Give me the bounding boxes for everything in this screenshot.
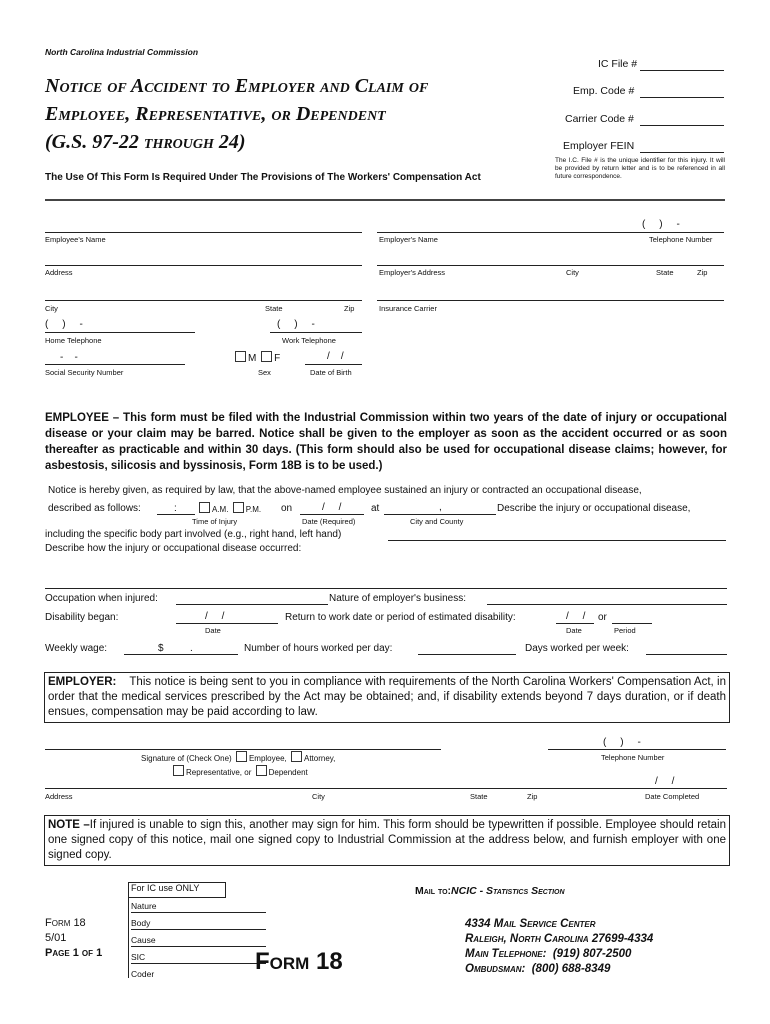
sig-phone-field[interactable] — [548, 749, 726, 750]
time-of-injury-field[interactable] — [157, 514, 195, 515]
wage-decimal-point: . — [190, 643, 193, 654]
business-nature-field[interactable] — [487, 604, 727, 605]
sex-female-checkbox[interactable] — [261, 351, 272, 362]
employee-address-label: Address — [45, 268, 73, 277]
mail-to-line — [415, 885, 565, 897]
employer-notice-box — [44, 672, 730, 723]
sig-state-label: State — [470, 792, 488, 801]
business-nature-label: Nature of employer's business: — [329, 593, 466, 604]
ic-cause-label: Cause — [131, 935, 156, 945]
form-version: 5/01 — [45, 932, 67, 944]
date-completed-mask: / / — [655, 776, 675, 787]
ssn-field[interactable] — [45, 364, 185, 365]
ombudsman-label: Ombudsman: — [465, 963, 526, 975]
ic-use-items — [131, 900, 266, 980]
mailing-address — [465, 917, 653, 977]
pm-label: P.M. — [245, 505, 262, 514]
time-of-injury-label: Time of Injury — [192, 517, 238, 526]
main-telephone-number: (919) 807-2500 — [552, 948, 632, 960]
title-line-2: Employee, Representative, or Dependent — [45, 103, 386, 125]
sig-representative-label: Representative, or — [186, 768, 252, 777]
employee-state-label: State — [265, 304, 283, 313]
notice-given-text: Notice is hereby given, as required by law, that the above-named employee sustained an injury or contracted an occupational disease, — [48, 485, 642, 496]
main-telephone-label: Main Telephone: — [465, 948, 547, 960]
employee-name-label: Employee's Name — [45, 235, 106, 244]
employer-address-label: Employer's Address — [379, 268, 446, 277]
emp-code-label: Emp. Code # — [573, 85, 635, 97]
disability-date-mask: / / — [205, 611, 225, 622]
sig-city-label: City — [312, 792, 325, 801]
signature-of-label: Signature of (Check One) — [141, 754, 232, 763]
ic-coder-field[interactable] — [131, 968, 266, 980]
how-occurred-field[interactable] — [45, 588, 727, 589]
period-label: Period — [614, 626, 636, 635]
address-line-1: 4334 Mail Service Center — [465, 918, 596, 930]
or-label: or — [598, 612, 607, 623]
ssn-mask: - - — [60, 352, 78, 363]
employer-state-label: State — [656, 268, 674, 277]
disability-date-field[interactable] — [176, 623, 278, 624]
employer-zip-label: Zip — [697, 268, 708, 277]
note-label: NOTE – — [48, 819, 90, 831]
sig-phone-mask: ( ) - — [603, 737, 641, 748]
ic-nature-field[interactable] — [131, 900, 266, 913]
mail-to-label: Mail to: — [415, 885, 452, 897]
signature-field[interactable] — [45, 749, 441, 750]
disability-date-label: Date — [205, 626, 221, 635]
city-county-field[interactable] — [384, 514, 496, 515]
ic-use-label: For IC use ONLY — [131, 883, 200, 893]
sig-dependent-label: Dependent — [268, 768, 308, 777]
employee-city-field[interactable] — [45, 300, 362, 301]
describe-injury-label: Describe the injury or occupational disease, — [497, 503, 691, 514]
ic-cause-field[interactable] — [131, 934, 266, 947]
ombudsman — [465, 962, 653, 977]
sig-employee-label: Employee, — [248, 754, 287, 763]
hours-per-day-field[interactable] — [418, 654, 516, 655]
date-required-label: Date (Required) — [302, 517, 356, 526]
on-label: on — [281, 503, 293, 514]
insurance-carrier-label: Insurance Carrier — [379, 304, 437, 313]
ic-sic-label: SIC — [131, 952, 146, 962]
am-label: A.M. — [212, 505, 229, 514]
ic-nature-label: Nature — [131, 901, 157, 911]
agency-name: North Carolina Industrial Commission — [45, 47, 199, 57]
sig-attorney-checkbox[interactable] — [291, 751, 302, 762]
insurance-carrier-field[interactable] — [377, 300, 724, 301]
emp-code-field[interactable] — [640, 85, 724, 98]
sex-female-label: F — [274, 353, 281, 364]
am-checkbox[interactable] — [199, 502, 210, 513]
employee-city-label: City — [45, 304, 58, 313]
note-box — [44, 815, 730, 866]
employee-notice: EMPLOYEE – This form must be filed with the Industrial Commission within two years of the date of injury or occupational disease or your claim may be barred. Notice shall be given to the employer as soon as the accident occurred or as soon thereafter as practicable and within 30 days. (This form should also be used for occupational disease claims; however, for asbestosis, silicosis and byssinosis, Form 18B is to be used.) — [45, 412, 727, 472]
work-phone-mask: ( ) - — [277, 319, 315, 330]
ampm-options — [197, 502, 261, 514]
employer-city-label: City — [566, 268, 579, 277]
body-part-label: including the specific body part involved (e.g., right hand, left hand) — [45, 529, 342, 540]
employer-fein-field[interactable] — [640, 140, 724, 153]
carrier-code-field[interactable] — [640, 113, 724, 126]
days-per-week-field[interactable] — [646, 654, 727, 655]
ic-use-right-border — [225, 882, 226, 897]
how-occurred-label: Describe how the injury or occupational disease occurred: — [45, 543, 302, 554]
return-date-label: Date — [566, 626, 582, 635]
days-per-week-label: Days worked per week: — [525, 643, 629, 654]
ic-file-label: IC File # — [598, 58, 638, 70]
sig-employee-checkbox[interactable] — [236, 751, 247, 762]
title-line-1: Notice of Accident to Employer and Claim of — [45, 75, 429, 97]
sig-zip-label: Zip — [527, 792, 538, 801]
note-text: If injured is unable to sign this, another may sign for him. This form should be typewritten if possible. Employee should retain one signed copy of this notice, mail one signed copy to Industrial Commission at the address below, and furnish employer with one signed copy. — [48, 819, 726, 861]
return-date-mask: / / — [566, 611, 586, 622]
sig-representative-checkbox[interactable] — [173, 765, 184, 776]
weekly-wage-label: Weekly wage: — [45, 643, 108, 654]
form-title — [45, 72, 428, 156]
dob-label: Date of Birth — [310, 368, 352, 377]
title-line-3: (G.S. 97-22 through 24) — [45, 131, 246, 153]
ic-use-left-border — [128, 882, 129, 978]
described-as-label: described as follows: — [48, 503, 141, 514]
wage-dollar-sign: $ — [158, 643, 164, 654]
ic-body-field[interactable] — [131, 917, 266, 930]
employee-name-field[interactable] — [45, 232, 362, 233]
sig-address-label: Address — [45, 792, 73, 801]
page-number: Page 1 of 1 — [45, 947, 103, 959]
employer-name-field[interactable] — [377, 232, 724, 233]
return-to-work-label: Return to work date or period of estimated disability: — [285, 612, 516, 623]
sex-male-checkbox[interactable] — [235, 351, 246, 362]
occupation-field[interactable] — [176, 604, 328, 605]
employer-notice-text: This notice is being sent to you in compliance with requirements of the North Carolina Workers' Compensation Act, in order that the medical services prescribed by the Act may be obtained; and, if disability extends beyond 7 days duration, or if death ensues, compensation may be paid according to law. — [48, 676, 726, 718]
employer-phone-label: Telephone Number — [649, 235, 713, 244]
ic-sic-field[interactable] — [131, 951, 266, 964]
dob-field[interactable] — [305, 364, 362, 365]
return-date-field[interactable] — [556, 623, 594, 624]
city-county-label: City and County — [410, 517, 464, 526]
weekly-wage-field[interactable] — [124, 654, 238, 655]
sex-label: Sex — [258, 368, 271, 377]
employer-notice-label: EMPLOYER: — [48, 676, 117, 688]
ic-file-note: The I.C. File # is the unique identifier for this injury. It will be provided by return letter and is to be referenced in all future correspondence. — [555, 157, 725, 180]
employer-name-label: Employer's Name — [379, 235, 438, 244]
sig-attorney-label: Attorney, — [303, 754, 336, 763]
employee-address-field[interactable] — [45, 265, 362, 266]
form-info — [45, 916, 102, 961]
at-label: at — [371, 503, 380, 514]
injury-date-mask: / / — [322, 502, 342, 513]
home-phone-mask: ( ) - — [45, 319, 83, 330]
ssn-label: Social Security Number — [45, 368, 124, 377]
sig-address-field[interactable] — [45, 788, 727, 789]
sex-options — [233, 351, 280, 364]
main-telephone — [465, 947, 653, 962]
disability-began-label: Disability began: — [45, 612, 119, 623]
header-divider — [45, 199, 725, 201]
employer-address-field[interactable] — [377, 265, 724, 266]
sex-male-label: M — [248, 353, 257, 364]
home-phone-label: Home Telephone — [45, 336, 102, 345]
body-part-field[interactable] — [388, 540, 726, 541]
hours-per-day-label: Number of hours worked per day: — [244, 643, 393, 654]
employer-fein-label: Employer FEIN — [563, 140, 635, 152]
injury-date-field[interactable] — [300, 514, 364, 515]
ic-coder-label: Coder — [131, 969, 155, 979]
occupation-label: Occupation when injured: — [45, 593, 158, 604]
employer-phone-mask: ( ) - — [642, 219, 680, 230]
dob-mask: / / — [327, 351, 344, 362]
city-county-comma: , — [439, 502, 442, 513]
pm-checkbox[interactable] — [233, 502, 244, 513]
big-form-number: Form 18 — [255, 948, 343, 975]
ombudsman-number: (800) 688-8349 — [531, 963, 611, 975]
carrier-code-label: Carrier Code # — [565, 113, 634, 125]
sig-phone-label: Telephone Number — [601, 753, 665, 762]
address-line-2: Raleigh, North Carolina 27699-4334 — [465, 933, 654, 945]
ic-file-field[interactable] — [640, 58, 724, 71]
work-phone-label: Work Telephone — [282, 336, 336, 345]
sig-dependent-checkbox[interactable] — [256, 765, 267, 776]
form-number: Form 18 — [45, 917, 86, 929]
home-phone-field[interactable] — [45, 332, 195, 333]
form-subtitle: The Use Of This Form Is Required Under The Provisions of The Workers' Compensation Act — [45, 172, 481, 183]
ncic-section: NCIC - Statistics Section — [451, 885, 565, 897]
period-field[interactable] — [612, 623, 652, 624]
work-phone-field[interactable] — [270, 332, 362, 333]
ic-body-label: Body — [131, 918, 151, 928]
time-colon: : — [174, 503, 177, 514]
signature-check-options — [141, 751, 335, 779]
date-completed-label: Date Completed — [645, 792, 700, 801]
employee-zip-label: Zip — [344, 304, 355, 313]
